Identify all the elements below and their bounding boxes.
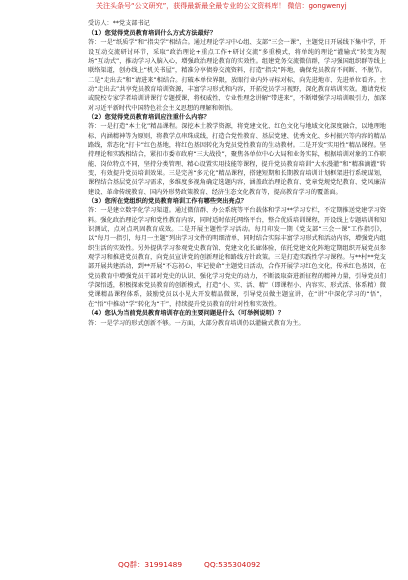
question-3: （3）您所在党组织的党员教育培训工作有哪些突出亮点？: [88, 198, 247, 206]
question-4: （4）您认为当前党员教育培训存在的主要问题是什么（可举例说明）？: [88, 310, 285, 318]
answer-2: 答：一是打造“本土化”精品课程。深挖本土教学资源，将党建文化、红色文化与地域文化深度融合，以地理地标、内涵精神等为原则，将教学点串珠成线，打造合党性教育、基层党建、优秀文化、乡村振兴等内容的精品路线，常态化“打卡”红色基地，将红色基因转化为党员党性教育的生动教材。二是开发“实用性”精品课程。坚持理论和实践相结合，紧扣市委市政府“三大战役”，聚焦各单位中心大局和业务实际，根据培训对象的工作职能、岗位特点不同，坚持分类管理、精心设置实用技能等课程，提升党员教育培训“大水漫灌”和“精准滴灌”转变，有效提升党员培训效果。三是完善“多元化”精品课程，搭建短期和长期教育培训计划框架进行系统谋划，课程结合基层党员学习需求，多维度多视角确定选题内容，涵盖政治理论教育、党章党规党纪教育、党风廉洁建设、革命传统教育、国内外形势政策教育、经济生态文化教育等，提高教育学习的覆盖面。: [88, 123, 386, 196]
answer-3: 答：一是建立数字化学习渠道。通过微信群、办公系统等平台载体和学习**学习专栏，不定期推送党建学习资料。强化政治理论学习和党性教育内容，同时适时依托网络平台，整合优质培训课程，开设线上专题培训和知识测试，点对点巩固教育成效。二是开展主题性学习活动。每月印发一期《党支部“三会一课”工作指引》，以“每月一指引，每月一主题”列出学习文件的明细清单，同时结合实际丰富学习形式和活动内容，增强党内组织生活的实效性。另外提供学习参观党史教育馆、党建文化长廊体验，依托党建文化阵地定期组织开展党员参观学习和推进党员教育，向党员宣讲党的创新理论和路线方针政策。三是打造实践性学习课程。与**村**党支部开展共建活动，到**开展“不忘初心，牢记使命”主题党日活动，合作开展学习红色文化，传承红色基因，在党员教育中增强党员干部对党史的认识、强化学习党史的动力，不断汲取奋进新征程的精神力量，引导党员们学深悟透，积极探索党员教育的创新模式，打造“小、实、活、精”（即课程小、内容实、形式活、体系精）微党课精品课程体系，鼓励党员以小见大开发精品微课，引导党员做主题宣讲，在“讲”中深化学习的“悟”，在“悟”中推动“学”转化为“干”，持续提升党员教育的针对性和实效性。: [88, 207, 386, 308]
answer-1: 答：一是“纸质学”和“指尖学”相结合。通过理论学习中心组、支部“三会一课”，主题党日开展线下集中学，开设互动交流研讨环节，采取“政治理论+重点工作+研讨交流”多重模式，将单纯的理论“灌输式”转变为现场“互动式”，推动学习入脑入心，增强政治理论教育的实效性。组建党务交流微信群，学习强国组织群等线上联络渠道，创办线上“机关书屋”，精准分享债券交流资料，打造“指尖”阵地，确保党员教育不间断、不脱节。二是“走出去”和“请进来”相结合。打破本单位界限，放眼行业内外寻标对标，向先进地市、先进单位看齐。主动“走出去”共享党员教育培训资源，丰富学习形式和内容，开拓党员学习视野，深化教育培训实效。邀请党校或院校专家学者培训讲课行专题授课，将权威性、专业性理念讲解“带进来”，不断增强学习培训吸引力，加深对习近平新时代中国特色社会主义思想的理解和领悟。: [88, 39, 386, 112]
qq-text: QQ:535304092: [204, 560, 261, 569]
contact-footer: [118, 560, 368, 570]
question-2: （2）您觉得党员教育培训应注重什么内容？: [88, 113, 210, 121]
promo-banner: 关注头条号“公文研究”，获得最新最全最专业的公文资料库！ 微信：gongwenyj: [96, 2, 347, 10]
interviewee-line: 受访人：**党支部书记: [88, 20, 150, 27]
document-body: [88, 19, 386, 328]
question-1: （1）您觉得党员教育培训什么方式方法最好？: [88, 29, 217, 37]
qq-group-text: QQ群：31991489: [118, 560, 183, 569]
answer-4: 答：一是学习的形式创新不够。一方面，大部分教育培训仍以灌输式教育为主。: [88, 319, 305, 327]
